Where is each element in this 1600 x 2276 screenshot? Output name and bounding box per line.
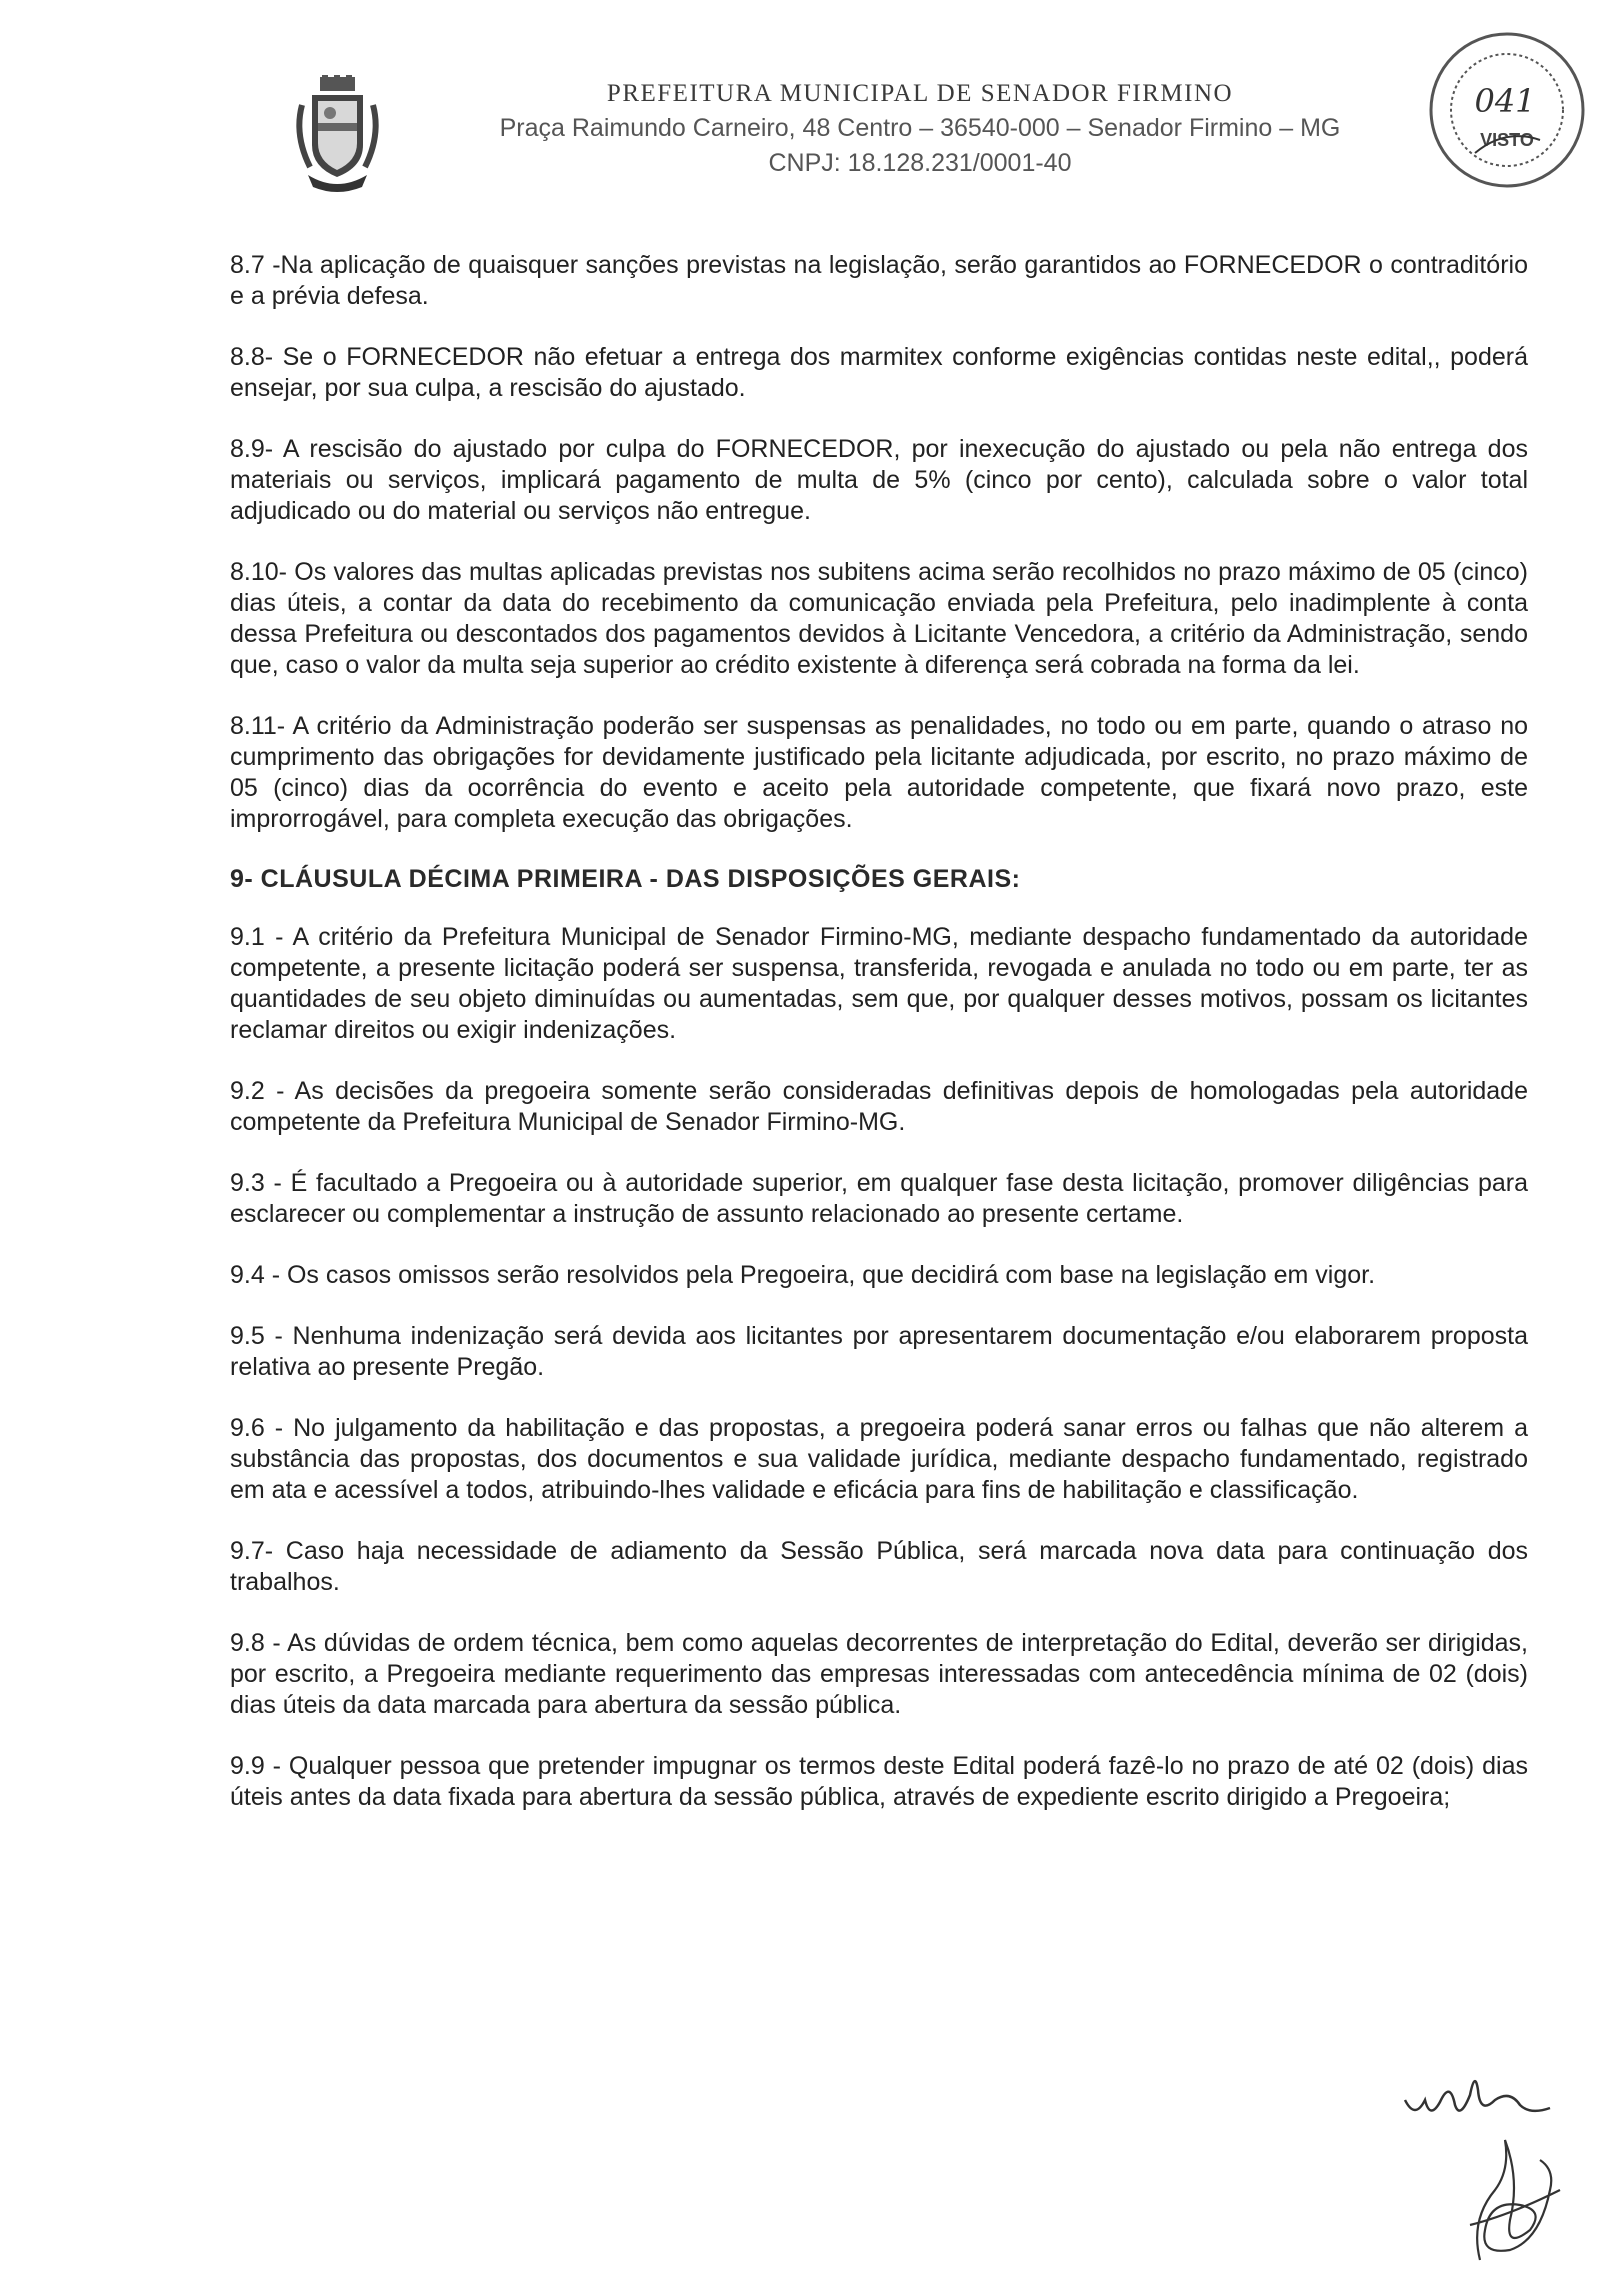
commission-stamp-icon bbox=[1425, 28, 1590, 193]
paragraph-8-10: 8.10- Os valores das multas aplicadas previstas nos subitens acima serão recolhidos no prazo máximo de 05 (cinco) dias úteis, a contar da data do recebimento da comunicação enviada pela Prefeitura, pelo inadimplente à conta dessa Prefeitura ou descontados dos pagamentos devidos à Licitante Vencedora, a critério da Administração, sendo que, caso o valor da multa seja superior ao crédito existente à diferença será cobrada na forma da lei. bbox=[230, 558, 1528, 679]
paragraph-8-8: 8.8- Se o FORNECEDOR não efetuar a entrega dos marmitex conforme exigências contidas neste edital,, poderá ensejar, por sua culpa, a rescisão do ajustado. bbox=[230, 343, 1528, 402]
stamp-word: VISTO bbox=[1480, 130, 1534, 150]
paragraph-9-7: 9.7- Caso haja necessidade de adiamento da Sessão Pública, será marcada nova data para continuação dos trabalhos. bbox=[230, 1537, 1528, 1596]
stamp-number: 041 bbox=[1474, 82, 1536, 120]
paragraph-9-5: 9.5 - Nenhuma indenização será devida aos licitantes por apresentarem documentação e/ou elaborarem proposta relativa ao presente Pregão. bbox=[230, 1322, 1528, 1381]
paragraph-8-11: 8.11- A critério da Administração poderão ser suspensas as penalidades, no todo ou em parte, quando o atraso no cumprimento das obrigações for devidamente justificado pela licitante adjudicada, por escrito, no prazo máximo de 05 (cinco) dias da ocorrência do evento e aceito pela autoridade competente, que fixará novo prazo, este improrrogável, para completa execução das obrigações. bbox=[230, 712, 1528, 833]
paragraph-8-7: 8.7 -Na aplicação de quaisquer sanções previstas na legislação, serão garantidos ao FORNECEDOR o contraditório e a prévia defesa. bbox=[230, 251, 1528, 310]
paragraph-9-1: 9.1 - A critério da Prefeitura Municipal de Senador Firmino-MG, mediante despacho fundamentado da autoridade competente, a presente licitação poderá ser suspensa, transferida, revogada e anulada no todo ou em parte, ter as quantidades de seu objeto diminuídas ou aumentadas, sem que, por qualquer desses motivos, possam os licitantes reclamar direitos ou exigir indenizações. bbox=[230, 923, 1528, 1044]
municipal-crest-icon bbox=[290, 75, 385, 195]
institution-name: PREFEITURA MUNICIPAL DE SENADOR FIRMINO bbox=[606, 80, 1234, 107]
letterhead bbox=[290, 40, 1450, 200]
institution-address: Praça Raimundo Carneiro, 48 Centro – 36540-000 – Senador Firmino – MG bbox=[499, 114, 1341, 142]
paragraph-9-8: 9.8 - As dúvidas de ordem técnica, bem como aquelas decorrentes de interpretação do Edital, deverão ser dirigidas, por escrito, a Pregoeira mediante requerimento das empresas interessadas com antecedência mínima de 02 (dois) dias úteis da data marcada para abertura da sessão pública. bbox=[230, 1629, 1528, 1719]
paragraph-9-6: 9.6 - No julgamento da habilitação e das propostas, a pregoeira poderá sanar erros ou falhas que não alterem a substância das propostas, dos documentos e sua validade jurídica, mediante despacho fundamentado, registrado em ata e acessível a todos, atribuindo-lhes validade e eficácia para fins de habilitação e classificação. bbox=[230, 1414, 1528, 1504]
paragraph-9-9: 9.9 - Qualquer pessoa que pretender impugnar os termos deste Edital poderá fazê-lo no prazo de até 02 (dois) dias úteis antes da data fixada para abertura da sessão pública, através de expediente escrito dirigido a Pregoeira; bbox=[230, 1752, 1528, 1811]
paragraph-9-4: 9.4 - Os casos omissos serão resolvidos pela Pregoeira, que decidirá com base na legislação em vigor. bbox=[230, 1261, 1376, 1289]
paragraph-9-2: 9.2 - As decisões da pregoeira somente serão consideradas definitivas depois de homologadas pela autoridade competente da Prefeitura Municipal de Senador Firmino-MG. bbox=[230, 1077, 1528, 1136]
paragraph-9-3: 9.3 - É facultado a Pregoeira ou à autoridade superior, em qualquer fase desta licitação, promover diligências para esclarecer ou complementar a instrução de assunto relacionado ao presente certame. bbox=[230, 1169, 1528, 1228]
letterhead-text bbox=[410, 80, 1430, 178]
institution-cnpj: CNPJ: 18.128.231/0001-40 bbox=[768, 149, 1072, 177]
initials-signature-icon bbox=[1400, 2060, 1560, 2130]
paragraph-8-9: 8.9- A rescisão do ajustado por culpa do FORNECEDOR, por inexecução do ajustado ou pela não entrega dos materiais ou serviços, implicará pagamento de multa de 5% (cinco por cento), calculada sobre o valor total adjudicado ou do material ou serviços não entregue. bbox=[230, 435, 1528, 525]
handwritten-signature-icon bbox=[1450, 2130, 1570, 2270]
section-heading: 9- CLÁUSULA DÉCIMA PRIMEIRA - DAS DISPOSIÇÕES GERAIS: bbox=[230, 865, 1021, 893]
document-body bbox=[230, 250, 1528, 1843]
